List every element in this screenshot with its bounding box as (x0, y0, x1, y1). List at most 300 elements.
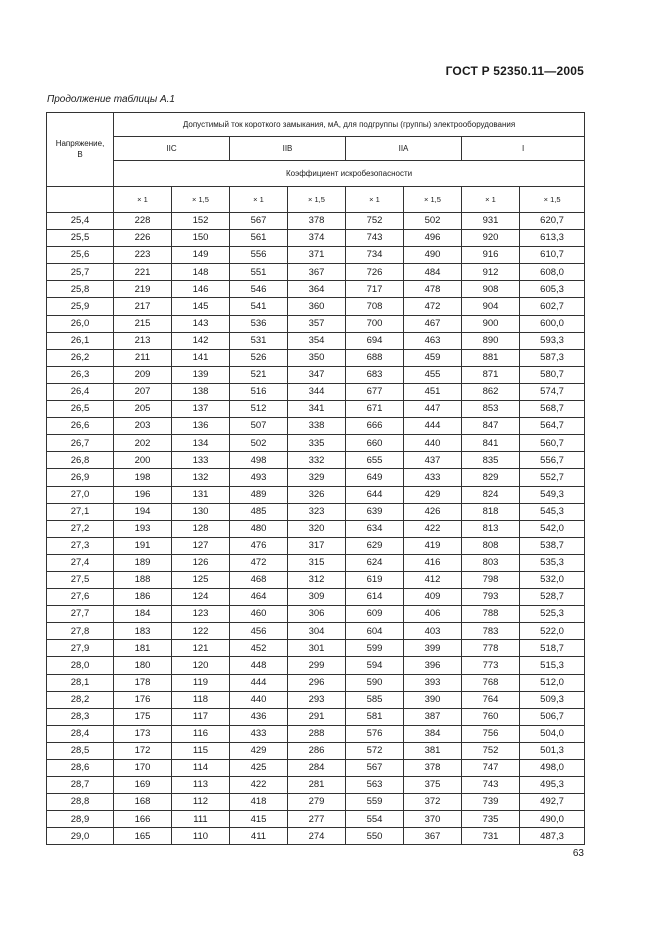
current-cell: 429 (404, 486, 462, 503)
current-cell: 114 (172, 760, 230, 777)
current-cell: 567 (346, 760, 404, 777)
voltage-cell: 28,2 (47, 691, 114, 708)
current-cell: 490,0 (520, 811, 585, 828)
current-cell: 203 (114, 418, 172, 435)
current-cell: 429 (230, 742, 288, 759)
multiplier-header: × 1,5 (520, 187, 585, 213)
current-cell: 485 (230, 503, 288, 520)
current-cell: 440 (404, 435, 462, 452)
current-cell: 447 (404, 401, 462, 418)
current-cell: 624 (346, 554, 404, 571)
current-cell: 188 (114, 571, 172, 588)
table-row (47, 383, 585, 400)
current-cell: 490 (404, 247, 462, 264)
group-header-iic: IIC (114, 137, 230, 161)
table-row (47, 264, 585, 281)
current-cell: 550 (346, 828, 404, 845)
current-cell: 436 (230, 708, 288, 725)
current-cell: 853 (462, 401, 520, 418)
current-cell: 169 (114, 777, 172, 794)
current-cell: 433 (404, 469, 462, 486)
current-cell: 731 (462, 828, 520, 845)
table-row (47, 486, 585, 503)
current-cell: 694 (346, 332, 404, 349)
current-cell: 175 (114, 708, 172, 725)
current-cell: 463 (404, 332, 462, 349)
current-cell: 522,0 (520, 623, 585, 640)
current-cell: 560,7 (520, 435, 585, 452)
current-cell: 549,3 (520, 486, 585, 503)
current-cell: 531 (230, 332, 288, 349)
current-cell: 803 (462, 554, 520, 571)
voltage-cell: 25,9 (47, 298, 114, 315)
current-cell: 593,3 (520, 332, 585, 349)
current-cell: 211 (114, 349, 172, 366)
current-cell: 526 (230, 349, 288, 366)
current-cell: 374 (288, 230, 346, 247)
current-cell: 460 (230, 606, 288, 623)
table-row (47, 691, 585, 708)
table-row (47, 811, 585, 828)
current-cell: 133 (172, 452, 230, 469)
current-cell: 908 (462, 281, 520, 298)
current-cell: 137 (172, 401, 230, 418)
current-cell: 585 (346, 691, 404, 708)
voltage-cell: 26,0 (47, 315, 114, 332)
current-cell: 708 (346, 298, 404, 315)
current-cell: 455 (404, 366, 462, 383)
current-cell: 433 (230, 725, 288, 742)
voltage-cell: 28,4 (47, 725, 114, 742)
current-cell: 552,7 (520, 469, 585, 486)
current-cell: 393 (404, 674, 462, 691)
current-cell: 126 (172, 554, 230, 571)
current-cell: 390 (404, 691, 462, 708)
current-cell: 512 (230, 401, 288, 418)
current-cell: 536 (230, 315, 288, 332)
current-cell: 291 (288, 708, 346, 725)
table-row (47, 640, 585, 657)
current-cell: 149 (172, 247, 230, 264)
current-cell: 378 (288, 213, 346, 230)
table-row (47, 725, 585, 742)
current-cell: 912 (462, 264, 520, 281)
current-cell: 375 (404, 777, 462, 794)
current-cell: 139 (172, 366, 230, 383)
current-cell: 228 (114, 213, 172, 230)
current-cell: 660 (346, 435, 404, 452)
table-row (47, 315, 585, 332)
current-cell: 535,3 (520, 554, 585, 571)
current-cell: 131 (172, 486, 230, 503)
current-cell: 132 (172, 469, 230, 486)
table-row (47, 332, 585, 349)
current-cell: 824 (462, 486, 520, 503)
current-cell: 472 (404, 298, 462, 315)
voltage-cell: 27,4 (47, 554, 114, 571)
current-cell: 141 (172, 349, 230, 366)
current-cell: 306 (288, 606, 346, 623)
current-cell: 666 (346, 418, 404, 435)
current-cell: 829 (462, 469, 520, 486)
table-row (47, 230, 585, 247)
current-cell: 194 (114, 503, 172, 520)
current-cell: 451 (404, 383, 462, 400)
table-row (47, 469, 585, 486)
current-cell: 683 (346, 366, 404, 383)
current-cell: 440 (230, 691, 288, 708)
current-cell: 525,3 (520, 606, 585, 623)
current-cell: 150 (172, 230, 230, 247)
voltage-cell: 25,7 (47, 264, 114, 281)
voltage-cell: 28,5 (47, 742, 114, 759)
table-row (47, 247, 585, 264)
current-cell: 166 (114, 811, 172, 828)
current-cell: 127 (172, 537, 230, 554)
current-cell: 512,0 (520, 674, 585, 691)
current-cell: 542,0 (520, 520, 585, 537)
current-cell: 509,3 (520, 691, 585, 708)
current-cell: 304 (288, 623, 346, 640)
voltage-cell: 26,9 (47, 469, 114, 486)
current-cell: 134 (172, 435, 230, 452)
current-cell: 354 (288, 332, 346, 349)
current-cell: 452 (230, 640, 288, 657)
current-cell: 743 (346, 230, 404, 247)
current-cell: 180 (114, 657, 172, 674)
current-cell: 567 (230, 213, 288, 230)
current-cell: 456 (230, 623, 288, 640)
current-cell: 496 (404, 230, 462, 247)
current-cell: 115 (172, 742, 230, 759)
current-cell: 110 (172, 828, 230, 845)
current-cell: 370 (404, 811, 462, 828)
current-cell: 546 (230, 281, 288, 298)
current-cell: 813 (462, 520, 520, 537)
current-cell: 146 (172, 281, 230, 298)
current-cell: 183 (114, 623, 172, 640)
table-row (47, 298, 585, 315)
current-cell: 671 (346, 401, 404, 418)
current-cell: 487,3 (520, 828, 585, 845)
current-cell: 412 (404, 571, 462, 588)
voltage-cell: 28,3 (47, 708, 114, 725)
voltage-cell: 28,7 (47, 777, 114, 794)
voltage-cell: 25,4 (47, 213, 114, 230)
current-cell: 301 (288, 640, 346, 657)
table-row (47, 828, 585, 845)
current-cell: 580,7 (520, 366, 585, 383)
voltage-cell: 26,8 (47, 452, 114, 469)
current-cell: 538,7 (520, 537, 585, 554)
current-cell: 743 (462, 777, 520, 794)
current-cell: 378 (404, 760, 462, 777)
current-cell: 296 (288, 674, 346, 691)
current-cell: 219 (114, 281, 172, 298)
current-cell: 726 (346, 264, 404, 281)
current-cell: 437 (404, 452, 462, 469)
current-cell: 143 (172, 315, 230, 332)
table-row (47, 401, 585, 418)
voltage-cell: 26,1 (47, 332, 114, 349)
table-row (47, 589, 585, 606)
voltage-cell: 29,0 (47, 828, 114, 845)
voltage-cell: 26,2 (47, 349, 114, 366)
current-cell: 323 (288, 503, 346, 520)
table-row (47, 503, 585, 520)
current-cell: 610,7 (520, 247, 585, 264)
current-cell: 594 (346, 657, 404, 674)
current-cell: 600,0 (520, 315, 585, 332)
current-cell: 209 (114, 366, 172, 383)
current-cell: 317 (288, 537, 346, 554)
current-cell: 223 (114, 247, 172, 264)
voltage-header-unit: В (77, 149, 83, 159)
current-cell: 198 (114, 469, 172, 486)
current-cell: 142 (172, 332, 230, 349)
current-cell: 152 (172, 213, 230, 230)
voltage-cell: 27,2 (47, 520, 114, 537)
current-cell: 604 (346, 623, 404, 640)
current-cell: 931 (462, 213, 520, 230)
current-cell: 677 (346, 383, 404, 400)
current-cell: 315 (288, 554, 346, 571)
current-cell: 367 (404, 828, 462, 845)
voltage-cell: 25,8 (47, 281, 114, 298)
current-cell: 293 (288, 691, 346, 708)
voltage-cell: 28,8 (47, 794, 114, 811)
voltage-cell: 28,0 (47, 657, 114, 674)
table-row (47, 349, 585, 366)
current-cell: 768 (462, 674, 520, 691)
table-row (47, 794, 585, 811)
current-cell: 384 (404, 725, 462, 742)
short-circuit-current-table (46, 112, 585, 845)
current-cell: 202 (114, 435, 172, 452)
multiplier-header: × 1,5 (288, 187, 346, 213)
voltage-cell: 28,9 (47, 811, 114, 828)
current-cell: 608,0 (520, 264, 585, 281)
group-header-iia: IIA (346, 137, 462, 161)
current-cell: 495,3 (520, 777, 585, 794)
current-header: Допустимый ток короткого замыкания, мА, для подгруппы (группы) электрооборудования (114, 113, 585, 137)
current-cell: 419 (404, 537, 462, 554)
current-cell: 507 (230, 418, 288, 435)
current-cell: 406 (404, 606, 462, 623)
current-cell: 778 (462, 640, 520, 657)
current-cell: 613,3 (520, 230, 585, 247)
voltage-cell: 25,6 (47, 247, 114, 264)
current-cell: 501,3 (520, 742, 585, 759)
current-cell: 360 (288, 298, 346, 315)
current-cell: 717 (346, 281, 404, 298)
table-row (47, 760, 585, 777)
current-cell: 655 (346, 452, 404, 469)
current-cell: 347 (288, 366, 346, 383)
current-cell: 590 (346, 674, 404, 691)
current-cell: 411 (230, 828, 288, 845)
current-cell: 122 (172, 623, 230, 640)
current-cell: 172 (114, 742, 172, 759)
current-cell: 516 (230, 383, 288, 400)
table-row (47, 571, 585, 588)
voltage-cell: 26,4 (47, 383, 114, 400)
current-cell: 576 (346, 725, 404, 742)
current-cell: 444 (230, 674, 288, 691)
current-cell: 277 (288, 811, 346, 828)
current-cell: 320 (288, 520, 346, 537)
current-cell: 609 (346, 606, 404, 623)
current-cell: 415 (230, 811, 288, 828)
multiplier-header: × 1 (114, 187, 172, 213)
current-cell: 130 (172, 503, 230, 520)
table-row (47, 623, 585, 640)
current-cell: 120 (172, 657, 230, 674)
voltage-cell: 27,0 (47, 486, 114, 503)
current-cell: 532,0 (520, 571, 585, 588)
current-cell: 493 (230, 469, 288, 486)
current-cell: 620,7 (520, 213, 585, 230)
current-cell: 688 (346, 349, 404, 366)
current-cell: 119 (172, 674, 230, 691)
current-cell: 515,3 (520, 657, 585, 674)
current-cell: 739 (462, 794, 520, 811)
current-cell: 734 (346, 247, 404, 264)
current-cell: 335 (288, 435, 346, 452)
current-cell: 467 (404, 315, 462, 332)
table-row (47, 554, 585, 571)
current-cell: 484 (404, 264, 462, 281)
current-cell: 554 (346, 811, 404, 828)
current-cell: 788 (462, 606, 520, 623)
voltage-header-label: Напряжение, (55, 138, 105, 148)
table-row (47, 435, 585, 452)
current-cell: 498 (230, 452, 288, 469)
voltage-cell: 27,9 (47, 640, 114, 657)
voltage-cell: 27,7 (47, 606, 114, 623)
current-cell: 773 (462, 657, 520, 674)
current-cell: 764 (462, 691, 520, 708)
voltage-cell: 27,5 (47, 571, 114, 588)
current-cell: 871 (462, 366, 520, 383)
current-cell: 399 (404, 640, 462, 657)
voltage-cell: 26,7 (47, 435, 114, 452)
current-cell: 184 (114, 606, 172, 623)
current-cell: 418 (230, 794, 288, 811)
current-cell: 381 (404, 742, 462, 759)
current-cell: 221 (114, 264, 172, 281)
current-cell: 559 (346, 794, 404, 811)
current-cell: 215 (114, 315, 172, 332)
current-cell: 563 (346, 777, 404, 794)
current-cell: 506,7 (520, 708, 585, 725)
current-cell: 279 (288, 794, 346, 811)
current-cell: 464 (230, 589, 288, 606)
multiplier-header: × 1 (230, 187, 288, 213)
voltage-column-header (47, 113, 114, 187)
multiplier-row (47, 187, 585, 213)
current-cell: 545,3 (520, 503, 585, 520)
current-cell: 862 (462, 383, 520, 400)
voltage-cell: 27,3 (47, 537, 114, 554)
current-cell: 200 (114, 452, 172, 469)
voltage-cell: 28,1 (47, 674, 114, 691)
current-cell: 614 (346, 589, 404, 606)
multiplier-header: × 1,5 (172, 187, 230, 213)
current-cell: 170 (114, 760, 172, 777)
voltage-cell: 27,6 (47, 589, 114, 606)
current-cell: 128 (172, 520, 230, 537)
current-cell: 145 (172, 298, 230, 315)
current-cell: 422 (404, 520, 462, 537)
current-cell: 564,7 (520, 418, 585, 435)
multiplier-header: × 1,5 (404, 187, 462, 213)
current-cell: 148 (172, 264, 230, 281)
current-cell: 541 (230, 298, 288, 315)
current-cell: 890 (462, 332, 520, 349)
current-cell: 841 (462, 435, 520, 452)
current-cell: 521 (230, 366, 288, 383)
voltage-cell: 26,6 (47, 418, 114, 435)
current-cell: 602,7 (520, 298, 585, 315)
current-cell: 572 (346, 742, 404, 759)
current-cell: 492,7 (520, 794, 585, 811)
current-cell: 881 (462, 349, 520, 366)
current-cell: 581 (346, 708, 404, 725)
current-cell: 835 (462, 452, 520, 469)
current-cell: 425 (230, 760, 288, 777)
current-cell: 176 (114, 691, 172, 708)
table-row (47, 520, 585, 537)
current-cell: 444 (404, 418, 462, 435)
current-cell: 629 (346, 537, 404, 554)
current-cell: 357 (288, 315, 346, 332)
table-row (47, 418, 585, 435)
current-cell: 476 (230, 537, 288, 554)
current-cell: 900 (462, 315, 520, 332)
current-cell: 165 (114, 828, 172, 845)
current-cell: 916 (462, 247, 520, 264)
group-header-i: I (462, 137, 585, 161)
current-cell: 468 (230, 571, 288, 588)
current-cell: 116 (172, 725, 230, 742)
current-cell: 459 (404, 349, 462, 366)
current-cell: 213 (114, 332, 172, 349)
current-cell: 207 (114, 383, 172, 400)
current-cell: 226 (114, 230, 172, 247)
table-row (47, 742, 585, 759)
current-cell: 489 (230, 486, 288, 503)
current-cell: 760 (462, 708, 520, 725)
current-cell: 480 (230, 520, 288, 537)
current-cell: 123 (172, 606, 230, 623)
current-cell: 344 (288, 383, 346, 400)
voltage-cell: 28,6 (47, 760, 114, 777)
voltage-cell: 25,5 (47, 230, 114, 247)
current-cell: 639 (346, 503, 404, 520)
current-cell: 117 (172, 708, 230, 725)
current-cell: 138 (172, 383, 230, 400)
current-cell: 416 (404, 554, 462, 571)
current-cell: 341 (288, 401, 346, 418)
current-cell: 568,7 (520, 401, 585, 418)
current-cell: 574,7 (520, 383, 585, 400)
current-cell: 504,0 (520, 725, 585, 742)
current-cell: 808 (462, 537, 520, 554)
multiplier-header-blank (47, 187, 114, 213)
current-cell: 112 (172, 794, 230, 811)
table-row (47, 213, 585, 230)
